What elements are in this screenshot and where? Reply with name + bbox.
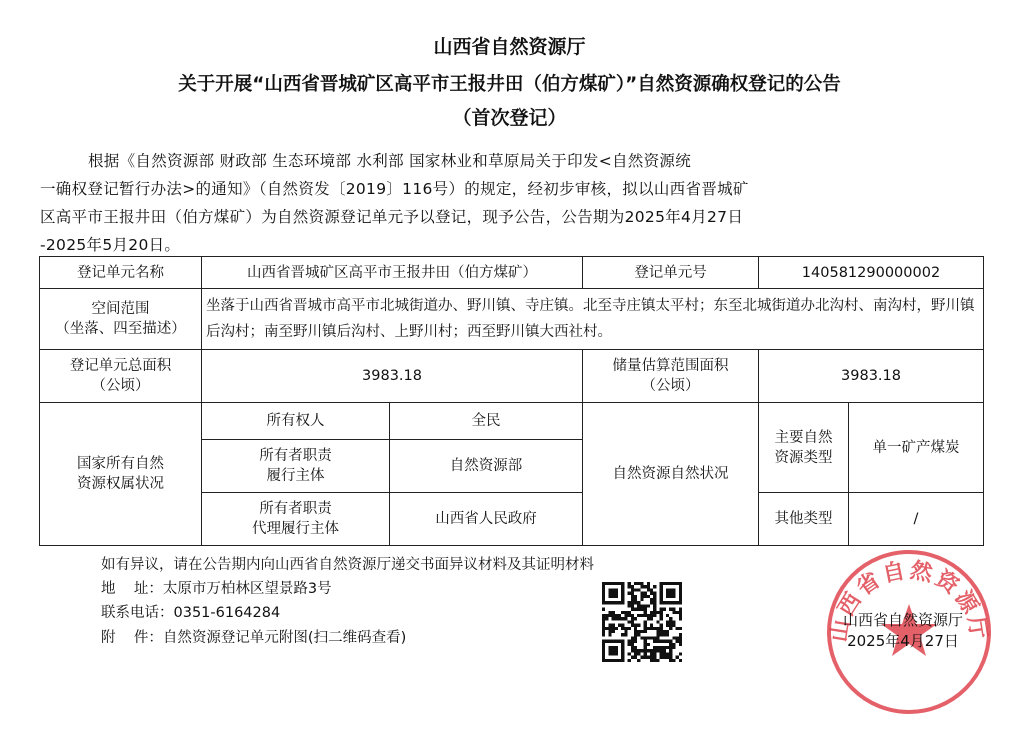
table-row [40,350,984,403]
total-area-label [40,350,202,403]
attachment-line: 附 件：自然资源登记单元附图(扫二维码查看) [101,630,407,646]
other-type-label: 其他类型 [759,493,849,546]
other-type-value: / [849,493,984,546]
phone-line: 联系电话：0351-6164284 [101,605,281,621]
ownership-label-line: 资源权属状况 [77,476,164,492]
issuer-block [815,610,991,652]
scope-label [40,289,202,350]
seal-text: 山西省自然资源厅 [826,557,992,644]
intro-paragraph [40,147,980,259]
unit-no-label: 登记单元号 [583,257,759,289]
reserve-area-value: 3983.18 [759,350,984,403]
unit-name-value: 山西省晋城矿区高平市王报井田（伯方煤矿） [202,257,583,289]
table-row [40,403,984,440]
notice-subtitle: （首次登记） [452,107,567,129]
scope-label-line: 空间范围 [91,301,150,317]
main-type-label-line: 主要自然 [774,429,833,446]
intro-line: -2025年5月20日。 [40,236,181,254]
unit-name-label: 登记单元名称 [40,257,202,289]
owner-label: 所有权人 [202,403,390,440]
total-area-value: 3983.18 [202,350,583,403]
scope-value: 坐落于山西省晋城市高平市北城街道办、野川镇、寺庄镇。北至寺庄镇太平村；东至北城街道办北沟村、南沟村，野川镇后沟村；南至野川镇后沟村、上野川村；西至野川镇大西社村。 [202,289,984,350]
duty-label-line: 所有者职责 [259,448,332,464]
address-line: 地 址：太原市万柏林区望景路3号 [101,581,332,597]
intro-line: 区高平市王报井田（伯方煤矿）为自然资源登记单元予以登记，现予公告，公告期为2025年4月27日 [40,208,744,226]
reserve-area-label-line: 储量估算范围面积 [612,358,729,374]
issuing-authority-title: 山西省自然资源厅 [433,36,586,58]
notice-title: 关于开展“山西省晋城矿区高平市王报井田（伯方煤矿）”自然资源确权登记的公告 [178,74,841,95]
intro-line: 一确权登记暂行办法>的通知》（自然资发〔2019〕116号）的规定，经初步审核，拟以山西省晋城矿 [40,180,749,198]
main-type-value: 单一矿产煤炭 [849,403,984,493]
reserve-area-label-line: （公顷） [641,378,700,394]
main-type-label [759,403,849,493]
agent-subject-value: 山西省人民政府 [390,493,583,546]
duty-subject-label [202,440,390,493]
owner-value: 全民 [390,403,583,440]
duty-subject-value: 自然资源部 [390,440,583,493]
objection-note: 如有异议，请在公告期内向山西省自然资源厅递交书面异议材料及其证明材料 [101,557,594,573]
ownership-status-label [40,403,202,546]
total-area-label-line: （公顷） [91,378,150,394]
natural-status-label: 自然资源自然状况 [583,403,759,546]
intro-line: 根据《自然资源部 财政部 生态环境部 水利部 国家林业和草原局关于印发<自然资源统 [88,152,691,170]
scope-label-line: （坐落、四至描述） [55,321,186,337]
registration-table [39,256,984,546]
ownership-label-line: 国家所有自然 [77,456,164,472]
duty-label-line: 履行主体 [266,468,325,484]
agent-label-line: 代理履行主体 [252,521,339,537]
qr-code[interactable] [602,582,682,662]
agent-label-line: 所有者职责 [259,501,332,517]
unit-no-value: 140581290000002 [759,257,984,289]
table-row [40,257,984,289]
issuer-name: 山西省自然资源厅 [842,611,963,629]
main-type-label-line: 资源类型 [774,449,833,466]
agent-subject-label [202,493,390,546]
table-row [40,289,984,350]
issue-date: 2025年4月27日 [847,632,959,650]
reserve-area-label [583,350,759,403]
total-area-label-line: 登记单元总面积 [69,358,172,374]
